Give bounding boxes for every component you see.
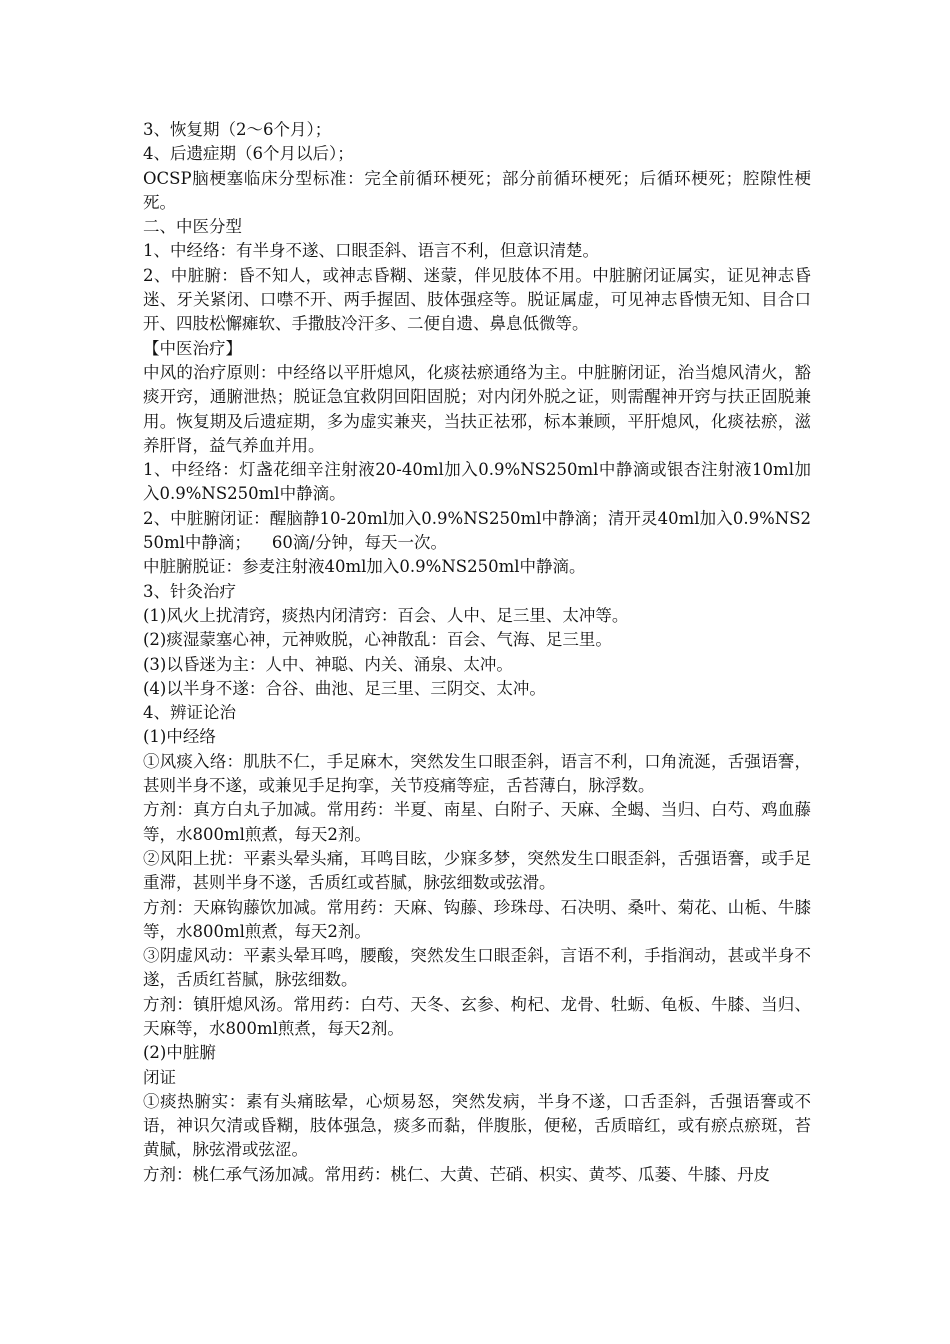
section-heading: 二、中医分型 bbox=[143, 217, 242, 237]
paragraph: 中风的治疗原则：中经络以平肝熄风，化痰祛瘀通络为主。中脏腑闭证，治当熄风清火，豁痰开窍，通腑泄热；脱证急宜救阴回阳固脱；对内闭外脱之证，则需醒神开窍与扶正固脱兼用。恢复期及后遗症期，多为虚实兼夹，当扶正祛邪，标本兼顾，平肝熄风，化痰祛瘀，滋养肝肾，益气养血并用。 bbox=[143, 362, 811, 455]
list-item: (1)风火上扰清窍，痰热内闭清窍：百会、人中、足三里、太冲等。 bbox=[143, 605, 629, 625]
paragraph: 方剂：天麻钩藤饮加减。常用药：天麻、钩藤、珍珠母、石决明、桑叶、菊花、山栀、牛膝等，水800ml煎煮，每天2剂。 bbox=[143, 897, 811, 941]
list-item: (4)以半身不遂：合谷、曲池、足三里、三阴交、太冲。 bbox=[143, 678, 546, 698]
subsection-heading: (1)中经络 bbox=[143, 727, 216, 747]
document-body bbox=[143, 118, 811, 1187]
subsection-heading: (2)中脏腑 bbox=[143, 1043, 216, 1063]
paragraph: ③阴虚风动：平素头晕耳鸣，腰酸，突然发生口眼歪斜，言语不利，手指润动，甚或半身不遂，舌质红苔腻，脉弦细数。 bbox=[143, 946, 811, 990]
paragraph: 1、中经络：有半身不遂、口眼歪斜、语言不利，但意识清楚。 bbox=[143, 241, 599, 261]
paragraph: 中脏腑脱证：参麦注射液40ml加入0.9%NS250ml中静滴。 bbox=[143, 557, 586, 577]
paragraph: 3、恢复期（2～6个月）； bbox=[143, 120, 332, 139]
paragraph: 1、中经络：灯盏花细辛注射液20-40ml加入0.9%NS250ml中静滴或银杏注射液10ml加入0.9%NS250ml中静滴。 bbox=[143, 460, 811, 504]
paragraph: 2、中脏腑闭证：醒脑静10-20ml加入0.9%NS250ml中静滴；清开灵40ml加入0.9%NS250ml中静滴； 60滴/分钟，每天一次。 bbox=[143, 508, 811, 553]
section-heading: 【中医治疗】 bbox=[143, 338, 242, 358]
paragraph: 2、中脏腑：昏不知人，或神志昏糊、迷蒙，伴见肢体不用。中脏腑闭证属实，证见神志昏迷、牙关紧闭、口噤不开、两手握固、肢体强痉等。脱证属虚，可见神志昏愦无知、目合口开、四肢松懈瘫软、手撒肢冷汗多、二便自遗、鼻息低微等。 bbox=[143, 265, 811, 334]
paragraph: 4、后遗症期（6个月以后）； bbox=[143, 144, 354, 164]
section-heading: 3、针灸治疗 bbox=[143, 581, 236, 601]
paragraph: 方剂：真方白丸子加减。常用药：半夏、南星、白附子、天麻、全蝎、当归、白芍、鸡血藤等，水800ml煎煮，每天2剂。 bbox=[143, 800, 811, 844]
paragraph: OCSP脑梗塞临床分型标准：完全前循环梗死；部分前循环梗死；后循环梗死；腔隙性梗死。 bbox=[143, 168, 811, 212]
list-item: (3)以昏迷为主：人中、神聪、内关、涌泉、太冲。 bbox=[143, 654, 513, 674]
section-heading: 4、辨证论治 bbox=[143, 703, 236, 723]
paragraph: ①痰热腑实：素有头痛眩晕，心烦易怒，突然发病，半身不遂，口舌歪斜，舌强语謇或不语，神识欠清或昏糊，肢体强急，痰多而黏，伴腹胀，便秘，舌质暗红，或有瘀点瘀斑，苔黄腻，脉弦滑或弦涩。 bbox=[143, 1091, 811, 1160]
paragraph: ①风痰入络：肌肤不仁，手足麻木，突然发生口眼歪斜，语言不利，口角流涎，舌强语謇，甚则半身不遂，或兼见手足拘挛，关节疫痛等症，舌苔薄白，脉浮数。 bbox=[143, 751, 811, 796]
paragraph: ②风阳上扰：平素头晕头痛，耳鸣目眩，少寐多梦，突然发生口眼歪斜，舌强语謇，或手足重滞，甚则半身不遂，舌质红或苔腻，脉弦细数或弦滑。 bbox=[143, 848, 811, 893]
list-item: (2)痰湿蒙塞心神，元神败脱，心神散乱：百会、气海、足三里。 bbox=[143, 630, 612, 650]
paragraph: 方剂：镇肝熄风汤。常用药：白芍、天冬、玄参、枸杞、龙骨、牡蛎、龟板、牛膝、当归、天麻等，水800ml煎煮，每天2剂。 bbox=[143, 994, 811, 1038]
subsection-heading: 闭证 bbox=[143, 1067, 176, 1087]
paragraph: 方剂：桃仁承气汤加减。常用药：桃仁、大黄、芒硝、枳实、黄芩、瓜蒌、牛膝、丹皮 bbox=[143, 1164, 770, 1184]
